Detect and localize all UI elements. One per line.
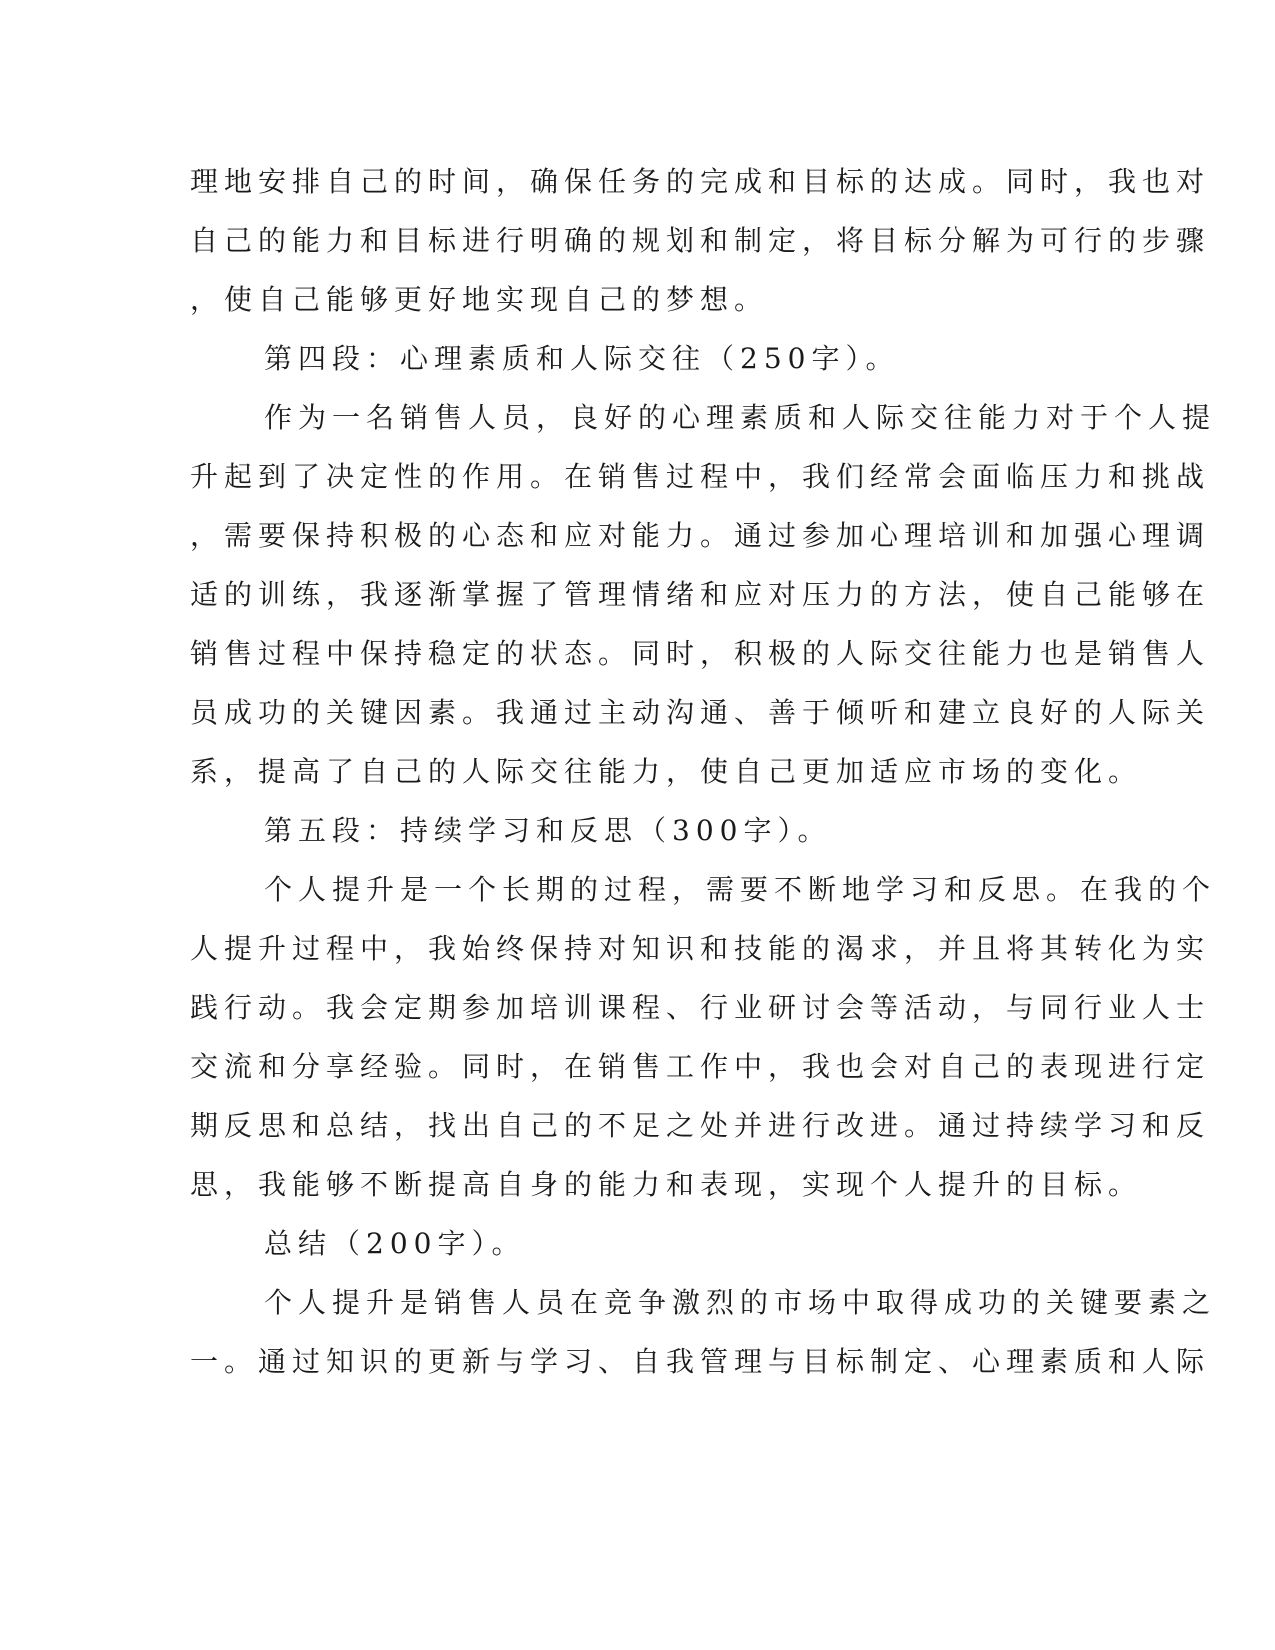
text-line: 一。通过知识的更新与学习、自我管理与目标制定、心理素质和人际 (190, 1345, 1211, 1378)
text-line: 系，提高了自己的人际交往能力，使自己更加适应市场的变化。 (190, 755, 1143, 788)
text-line: 践行动。我会定期参加培训课程、行业研讨会等活动，与同行业人士 (190, 991, 1211, 1024)
text-line: 理地安排自己的时间，确保任务的完成和目标的达成。同时，我也对 (190, 165, 1211, 198)
text-line: 人提升过程中，我始终保持对知识和技能的渴求，并且将其转化为实 (190, 932, 1211, 965)
text-line: 销售过程中保持稳定的状态。同时，积极的人际交往能力也是销售人 (190, 637, 1211, 670)
text-line: ，使自己能够更好地实现自己的梦想。 (190, 283, 769, 316)
text-line: 适的训练，我逐渐掌握了管理情绪和应对压力的方法，使自己能够在 (190, 578, 1211, 611)
section-heading-4: 第四段：心理素质和人际交往（250字）。 (264, 342, 900, 375)
text-line: 自己的能力和目标进行明确的规划和制定，将目标分解为可行的步骤 (190, 224, 1211, 257)
text-line: 作为一名销售人员，良好的心理素质和人际交往能力对于个人提 (264, 401, 1217, 434)
section-heading-summary: 总结（200字）。 (264, 1227, 526, 1260)
text-line: 个人提升是一个长期的过程，需要不断地学习和反思。在我的个 (264, 873, 1217, 906)
text-line: 个人提升是销售人员在竞争激烈的市场中取得成功的关键要素之 (264, 1286, 1217, 1319)
section-heading-5: 第五段：持续学习和反思（300字）。 (264, 814, 832, 847)
text-line: 思，我能够不断提高自身的能力和表现，实现个人提升的目标。 (190, 1168, 1143, 1201)
text-line: ，需要保持积极的心态和应对能力。通过参加心理培训和加强心理调 (190, 519, 1211, 552)
text-line: 升起到了决定性的作用。在销售过程中，我们经常会面临压力和挑战 (190, 460, 1211, 493)
text-line: 交流和分享经验。同时，在销售工作中，我也会对自己的表现进行定 (190, 1050, 1211, 1083)
text-line: 员成功的关键因素。我通过主动沟通、善于倾听和建立良好的人际关 (190, 696, 1211, 729)
text-line: 期反思和总结，找出自己的不足之处并进行改进。通过持续学习和反 (190, 1109, 1211, 1142)
